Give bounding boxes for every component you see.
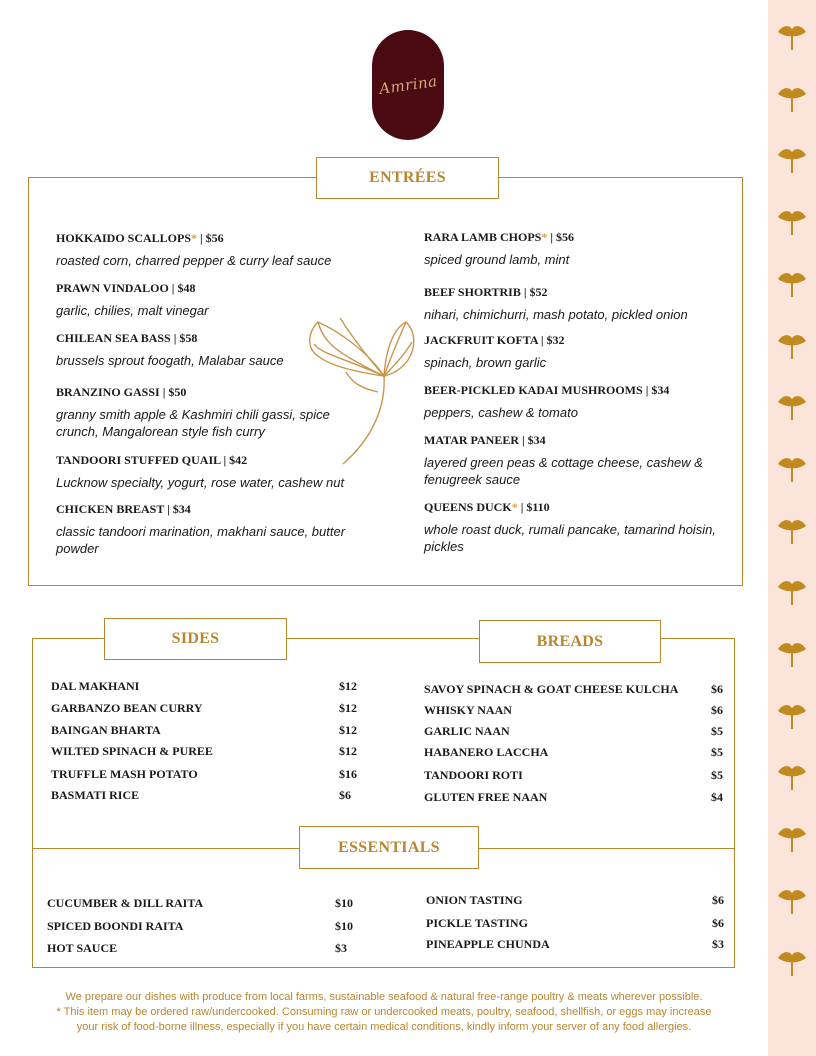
menu-row-price: $12 <box>339 744 357 758</box>
menu-item-price: | $34 <box>642 383 670 397</box>
ginkgo-leaf-icon <box>776 886 808 916</box>
ginkgo-leaf-icon <box>776 762 808 792</box>
menu-item-name: TANDOORI STUFFED QUAIL <box>56 453 221 467</box>
essentials-section-title: ESSENTIALS <box>299 826 479 869</box>
menu-row-price: $16 <box>339 767 357 781</box>
menu-item-name: QUEENS DUCK <box>424 500 512 514</box>
menu-item <box>424 500 734 555</box>
menu-row-name: HABANERO LACCHA <box>424 745 549 759</box>
ginkgo-leaf-icon <box>776 84 808 114</box>
ginkgo-leaf-icon <box>776 701 808 731</box>
menu-item-name: BEER-PICKLED KADAI MUSHROOMS <box>424 383 643 397</box>
menu-row-price: $6 <box>711 703 723 717</box>
menu-item <box>56 281 356 319</box>
menu-item-name: RARA LAMB CHOPS <box>424 230 542 244</box>
menu-item <box>424 383 734 421</box>
menu-row-name: GARBANZO BEAN CURRY <box>51 701 203 715</box>
menu-item <box>424 433 734 488</box>
menu-row-name: PICKLE TASTING <box>426 916 528 930</box>
menu-item-name: MATAR PANEER <box>424 433 519 447</box>
ginkgo-leaf-icon <box>776 824 808 854</box>
menu-item-name-line <box>424 383 734 398</box>
menu-row-price: $6 <box>339 788 351 802</box>
menu-item-description: classic tandoori marination, makhani sauce, butter powder <box>56 524 346 556</box>
menu-row-price: $5 <box>711 745 723 759</box>
menu-item <box>56 231 356 269</box>
menu-row-price: $4 <box>711 790 723 804</box>
menu-item-name: BEEF SHORTRIB <box>424 285 521 299</box>
menu-item-price: | $56 <box>197 231 224 245</box>
menu-row-price: $10 <box>335 896 353 910</box>
menu-item-price: | $34 <box>519 433 546 447</box>
menu-item-description: garlic, chilies, malt vinegar <box>56 303 209 318</box>
menu-row-name: ONION TASTING <box>426 893 523 907</box>
ginkgo-leaf-icon <box>776 454 808 484</box>
menu-item-name: HOKKAIDO SCALLOPS <box>56 231 192 245</box>
sides-section-title: SIDES <box>104 618 287 660</box>
raw-warning-asterisk: * <box>541 230 548 244</box>
menu-item-name: BRANZINO GASSI <box>56 385 160 399</box>
allergy-notice: your risk of food-borne illness, especially if you have certain medical conditions, kindly inform your server of any food allergies. <box>76 1021 692 1033</box>
menu-row-price: $6 <box>712 893 724 907</box>
menu-item-name: CHILEAN SEA BASS <box>56 331 171 345</box>
sourcing-note: We prepare our dishes with produce from local farms, sustainable seafood & natural free-range poultry & meats wherever possible. <box>65 991 703 1003</box>
menu-item-name-line <box>56 385 356 400</box>
menu-row-price: $10 <box>335 919 353 933</box>
footer-notice <box>0 990 768 1035</box>
menu-item-price: | $52 <box>520 285 548 299</box>
menu-row-name: WHISKY NAAN <box>424 703 512 717</box>
ginkgo-leaf-icon <box>776 207 808 237</box>
menu-row-price: $3 <box>335 941 347 955</box>
page-bottom-rule <box>32 967 735 968</box>
menu-item-name-line <box>56 281 356 296</box>
menu-row-price: $6 <box>712 916 724 930</box>
menu-item-name-line <box>424 333 734 348</box>
menu-row-name: SAVOY SPINACH & GOAT CHEESE KULCHA <box>424 682 679 696</box>
menu-item-description: Lucknow specialty, yogurt, rose water, cashew nut <box>56 475 345 490</box>
menu-item-price: | $42 <box>220 453 248 467</box>
ginkgo-leaf-icon <box>776 269 808 299</box>
menu-item-price: | $34 <box>164 502 191 516</box>
menu-row-name: DAL MAKHANI <box>51 679 140 693</box>
menu-item <box>56 453 356 491</box>
menu-item-description: peppers, cashew & tomato <box>424 405 578 420</box>
menu-row-name: BASMATI RICE <box>51 788 140 802</box>
sides-breads-right-rule <box>734 638 735 968</box>
menu-item-price: | $110 <box>517 500 550 514</box>
menu-item-name-line <box>424 285 734 300</box>
entrees-section-title: ENTRÉES <box>316 157 499 199</box>
menu-item-description: roasted corn, charred pepper & curry leaf sauce <box>56 253 332 268</box>
menu-item-name-line <box>56 502 356 517</box>
menu-item-name-line <box>424 500 734 515</box>
ginkgo-leaf-icon <box>776 948 808 978</box>
menu-item-name: PRAWN VINDALOO <box>56 281 169 295</box>
menu-row-name: PINEAPPLE CHUNDA <box>426 937 550 951</box>
menu-item-description: whole roast duck, rumali pancake, tamarind hoisin, pickles <box>424 522 716 554</box>
ginkgo-illustration <box>298 292 418 472</box>
menu-item-name-line <box>424 230 734 245</box>
ginkgo-leaf-icon <box>776 639 808 669</box>
menu-item <box>424 333 734 371</box>
menu-item <box>56 331 356 369</box>
ginkgo-leaf-icon <box>776 577 808 607</box>
menu-item-name-line <box>56 231 356 246</box>
raw-food-warning: * This item may be ordered raw/undercooked. Consuming raw or undercooked meats, poultry, seafood, shellfish, or eggs may increase <box>56 1006 712 1018</box>
menu-item-name-line <box>56 453 356 468</box>
menu-row-name: TANDOORI ROTI <box>424 768 523 782</box>
menu-item-description: layered green peas & cottage cheese, cashew & fenugreek sauce <box>424 455 703 487</box>
menu-item-description: spiced ground lamb, mint <box>424 252 570 267</box>
menu-row-price: $3 <box>712 937 724 951</box>
menu-row-name: WILTED SPINACH & PUREE <box>51 744 213 758</box>
ginkgo-leaf-icon <box>776 22 808 52</box>
breads-section-title: BREADS <box>479 620 661 663</box>
ginkgo-leaf-icon <box>776 392 808 422</box>
menu-item <box>424 285 734 323</box>
menu-item-price: | $48 <box>168 281 196 295</box>
menu-item-price: | $32 <box>537 333 565 347</box>
menu-item-name: JACKFRUIT KOFTA <box>424 333 538 347</box>
ginkgo-leaf-icon <box>776 331 808 361</box>
menu-item-name-line <box>56 331 356 346</box>
menu-row-price: $12 <box>339 701 357 715</box>
menu-item-price: | $56 <box>547 230 574 244</box>
ginkgo-leaf-icon <box>776 145 808 175</box>
menu-row-price: $5 <box>711 724 723 738</box>
menu-row-price: $5 <box>711 768 723 782</box>
raw-warning-asterisk: * <box>511 500 518 514</box>
logo-wordmark: Amrina <box>377 72 439 98</box>
raw-warning-asterisk: * <box>191 231 198 245</box>
menu-item <box>56 385 356 440</box>
menu-row-name: BAINGAN BHARTA <box>51 723 161 737</box>
menu-item <box>56 502 356 557</box>
menu-row-price: $6 <box>711 682 723 696</box>
menu-row-name: HOT SAUCE <box>47 941 118 955</box>
menu-item-price: | $58 <box>170 331 198 345</box>
menu-item-description: nihari, chimichurri, mash potato, pickled onion <box>424 307 688 322</box>
menu-row-price: $12 <box>339 679 357 693</box>
menu-item <box>424 230 734 268</box>
menu-row-name: CUCUMBER & DILL RAITA <box>47 896 204 910</box>
menu-row-price: $12 <box>339 723 357 737</box>
sides-breads-left-rule <box>32 638 33 968</box>
menu-item-name-line <box>424 433 734 448</box>
menu-row-name: GLUTEN FREE NAAN <box>424 790 548 804</box>
menu-item-description: granny smith apple & Kashmiri chili gassi, spice crunch, Mangalorean style fish curry <box>56 407 330 439</box>
menu-item-name: CHICKEN BREAST <box>56 502 165 516</box>
menu-item-description: spinach, brown garlic <box>424 355 547 370</box>
menu-row-name: SPICED BOONDI RAITA <box>47 919 184 933</box>
menu-row-name: GARLIC NAAN <box>424 724 510 738</box>
ginkgo-leaf-icon <box>776 516 808 546</box>
menu-item-price: | $50 <box>159 385 187 399</box>
restaurant-logo <box>372 30 444 140</box>
menu-item-description: brussels sprout foogath, Malabar sauce <box>56 353 284 368</box>
menu-row-name: TRUFFLE MASH POTATO <box>51 767 198 781</box>
